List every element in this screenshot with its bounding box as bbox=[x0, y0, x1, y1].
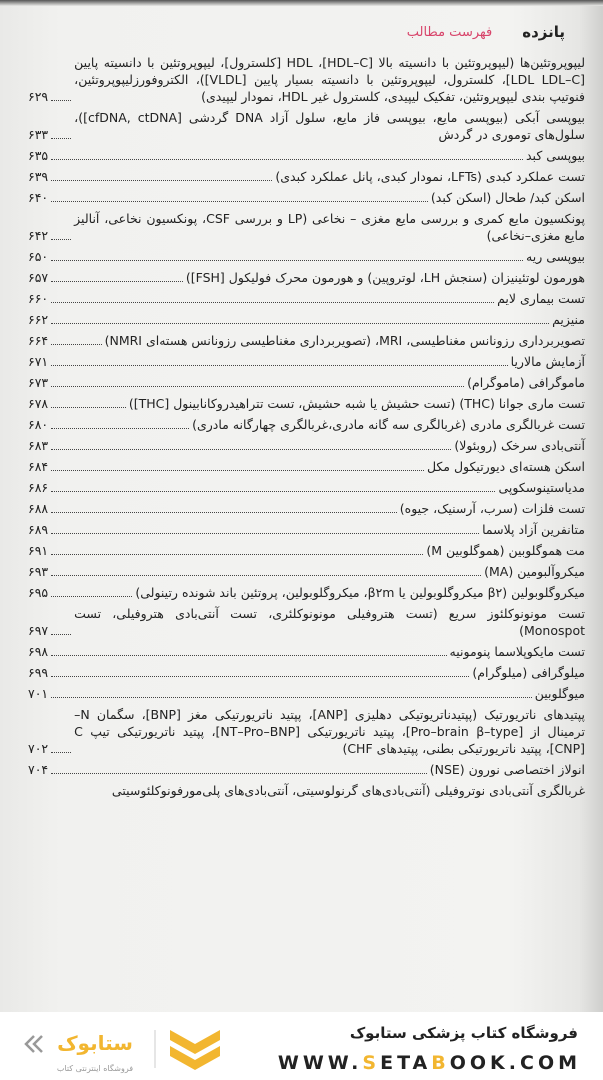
toc-entry-title: تست ماری جوانا (THC) (تست حشیش یا شبه حشیش، تست تتراهیدروکانابینول [THC]) bbox=[128, 396, 585, 411]
toc-entry bbox=[28, 685, 585, 702]
toc-entry bbox=[28, 269, 585, 286]
toc-entry-title: ماموگرافی (ماموگرام) bbox=[467, 375, 585, 390]
toc-entry-page: ۶۷۸ bbox=[28, 396, 49, 411]
toc-entry-page: ۶۹۹ bbox=[28, 665, 49, 680]
dot-leader bbox=[51, 575, 481, 576]
toc-entry-title: تست غربالگری مادری (غربالگری سه گانه مادری،غربالگری چهارگانه مادری) bbox=[192, 417, 585, 432]
dot-leader bbox=[51, 554, 423, 555]
toc-entry bbox=[28, 416, 585, 433]
toc-entry-page: ۶۲۹ bbox=[28, 89, 49, 104]
toc-entry-title: میلوگرافی (میلوگرام) bbox=[472, 665, 585, 680]
toc-entry-page: ۶۹۸ bbox=[28, 644, 49, 659]
toc-entry-page: ۷۰۴ bbox=[28, 762, 49, 777]
dot-leader bbox=[51, 407, 126, 408]
toc-entry bbox=[28, 210, 585, 244]
table-of-contents bbox=[28, 54, 585, 803]
toc-entry-title: تصویربرداری رزونانس مغناطیسی، MRI، (تصویربرداری مغناطیسی رزونانس هسته‌ای NMRI) bbox=[104, 333, 585, 348]
toc-entry bbox=[28, 664, 585, 681]
dot-leader bbox=[51, 138, 71, 139]
toc-entry bbox=[28, 311, 585, 328]
dot-leader bbox=[51, 239, 71, 240]
toc-entry-page: ۶۵۰ bbox=[28, 249, 49, 264]
toc-entry-page: ۶۵۷ bbox=[28, 270, 49, 285]
toc-entry bbox=[28, 437, 585, 454]
toc-entry bbox=[28, 54, 585, 105]
toc-entry-title: پپتیدهای ناتریورتیک (پپتیدناتریوتیکی دهلیزی [ANP]، پپتید ناتریورتیکی مغز [BNP]، سگمان N– ترمینال از [Pro–brain β–type]، پپتید ناتریورتیکی [NT–Pro–BNP]، پپتید ناتریورتیکی تیپ C [CNP]، پپتید ناتریورتیکی بطنی، پپتیدهای CHF) bbox=[74, 707, 586, 756]
toc-entry-title: آزمایش مالاریا bbox=[510, 354, 585, 369]
dot-leader bbox=[51, 512, 397, 513]
svg-text:فروشگاه اینترنتی کتاب: فروشگاه اینترنتی کتاب bbox=[56, 1064, 134, 1073]
toc-entry-title: اسکن هسته‌ای دیورتیکول مکل bbox=[426, 459, 585, 474]
toc-entry bbox=[28, 782, 585, 799]
url-part: OOK.COM bbox=[449, 1052, 581, 1074]
toc-entry-page: ۷۰۲ bbox=[28, 741, 49, 756]
toc-entry-page: ۶۹۵ bbox=[28, 585, 49, 600]
toc-entry-page: ۶۷۳ bbox=[28, 375, 49, 390]
store-url[interactable] bbox=[278, 1052, 581, 1074]
url-part: ETA bbox=[380, 1052, 432, 1074]
toc-entry-title: منیزیم bbox=[552, 312, 585, 327]
toc-entry-page: ۶۹۱ bbox=[28, 543, 49, 558]
toc-entry-title: غربالگری آنتی‌بادی نوتروفیلی (آنتی‌بادی‌های گرنولوسیتی، آنتی‌بادی‌های پلی‌مورفونوکلئوسیتی bbox=[111, 783, 585, 798]
dot-leader bbox=[51, 655, 446, 656]
toc-entry-page: ۶۶۰ bbox=[28, 291, 49, 306]
toc-entry-page: ۶۳۵ bbox=[28, 148, 49, 163]
toc-entry-title: هورمون لوتئینیزان (سنجش LH، لوتروپین) و هورمون محرک فولیکول [FSH]) bbox=[185, 270, 585, 285]
toc-entry-title: آنتی‌بادی سرخک (روبئولا) bbox=[454, 438, 585, 453]
toc-entry bbox=[28, 353, 585, 370]
toc-entry-page: ۶۶۲ bbox=[28, 312, 49, 327]
toc-entry-title: مت هموگلوبین (هموگلوبین M) bbox=[426, 543, 585, 558]
double-chevron-icon bbox=[26, 1036, 42, 1052]
page-number-word: پانزده bbox=[522, 23, 565, 41]
dot-leader bbox=[51, 773, 427, 774]
toc-entry-page: ۶۸۰ bbox=[28, 417, 49, 432]
toc-entry bbox=[28, 643, 585, 660]
toc-entry bbox=[28, 706, 585, 757]
toc-entry bbox=[28, 479, 585, 496]
toc-entry bbox=[28, 332, 585, 349]
store-name: فروشگاه کتاب پزشکی ستابوک bbox=[349, 1024, 578, 1042]
toc-entry-title: اسکن کبد/ طحال (اسکن کبد) bbox=[430, 190, 585, 205]
dot-leader bbox=[51, 697, 532, 698]
toc-entry-title: بیوپسی آبکی (بیوپسی مایع، بیوپسی فاز مایع، سلول آزاد DNA گردشی [cfDNA, ctDNA])، سلول‌های توموری در گردش bbox=[74, 110, 585, 142]
toc-entry-page: ۶۳۳ bbox=[28, 127, 49, 142]
url-part: B bbox=[431, 1052, 450, 1074]
toc-entry-page: ۶۴۲ bbox=[28, 228, 49, 243]
toc-entry-title: بیوپسی ریه bbox=[526, 249, 585, 264]
dot-leader bbox=[51, 201, 428, 202]
toc-entry bbox=[28, 521, 585, 538]
dot-leader bbox=[51, 491, 495, 492]
toc-entry bbox=[28, 248, 585, 265]
toc-entry-title: تست بیماری لایم bbox=[497, 291, 585, 306]
toc-entry-page: ۶۸۹ bbox=[28, 522, 49, 537]
toc-entry-page: ۶۶۴ bbox=[28, 333, 49, 348]
toc-entry-page: ۶۴۰ bbox=[28, 190, 49, 205]
store-footer bbox=[0, 1012, 603, 1080]
toc-entry-page: ۶۸۴ bbox=[28, 459, 49, 474]
dot-leader bbox=[51, 533, 479, 534]
toc-entry-page: ۶۳۹ bbox=[28, 169, 49, 184]
toc-entry bbox=[28, 584, 585, 601]
section-title: فهرست مطالب bbox=[406, 24, 493, 40]
setabook-logo bbox=[20, 1022, 240, 1076]
dot-leader bbox=[51, 470, 424, 471]
dot-leader bbox=[51, 323, 549, 324]
dot-leader bbox=[51, 449, 451, 450]
dot-leader bbox=[51, 386, 464, 387]
toc-entry bbox=[28, 109, 585, 143]
toc-entry-page: ۶۸۸ bbox=[28, 501, 49, 516]
page-edge-shadow bbox=[0, 0, 603, 6]
toc-entry bbox=[28, 290, 585, 307]
toc-entry bbox=[28, 563, 585, 580]
toc-entry bbox=[28, 761, 585, 778]
dot-leader bbox=[51, 676, 469, 677]
toc-entry-title: متانفرین آزاد پلاسما bbox=[482, 522, 585, 537]
chevron-logo-icon bbox=[170, 1030, 220, 1070]
toc-entry-page: ۶۸۳ bbox=[28, 438, 49, 453]
toc-entry bbox=[28, 189, 585, 206]
dot-leader bbox=[51, 281, 183, 282]
toc-entry bbox=[28, 374, 585, 391]
toc-entry-page: ۶۸۶ bbox=[28, 480, 49, 495]
toc-entry-page: ۶۹۳ bbox=[28, 564, 49, 579]
dot-leader bbox=[51, 365, 507, 366]
toc-entry-page: ۷۰۱ bbox=[28, 686, 49, 701]
toc-entry-title: تست عملکرد کبدی (LFTs، نمودار کبدی، پانل عملکرد کبدی) bbox=[275, 169, 585, 184]
toc-entry-title: تست مایکوپلاسما پنومونیه bbox=[449, 644, 585, 659]
toc-entry-page: ۶۹۷ bbox=[28, 623, 49, 638]
toc-entry-title: لیپوپروتئین‌ها (لیپوپروتئین با دانسیته بالا [HDL–C]، HDL [کلسترول]، لیپوپروتئین با دانسیته پایین [LDL LDL–C]، کلسترول، لیپوپروتئین با دانسیته بسیار پایین [VLDL])، الکتروفورزلیپوپروتئین، فنوتیپ بندی لیپوپروتئین، تفکیک لیپیدی، کلسترول غیر HDL، نمودار لیپیدی) bbox=[74, 55, 586, 104]
dot-leader bbox=[51, 752, 71, 753]
url-part: WWW. bbox=[277, 1052, 363, 1074]
dot-leader bbox=[51, 634, 71, 635]
toc-entry bbox=[28, 168, 585, 185]
dot-leader bbox=[51, 260, 523, 261]
dot-leader bbox=[51, 428, 189, 429]
url-part: S bbox=[362, 1052, 381, 1074]
toc-entry-title: انولاز اختصاصی نورون (NSE) bbox=[429, 762, 585, 777]
dot-leader bbox=[51, 596, 132, 597]
dot-leader bbox=[51, 180, 272, 181]
toc-entry-title: تست فلزات (سرب، آرسنیک، جیوه) bbox=[399, 501, 585, 516]
toc-entry bbox=[28, 500, 585, 517]
toc-entry-title: تست مونونوکلئوز سریع (تست هتروفیلی مونونوکلئری، تست آنتی‌بادی هتروفیلی، تست Monospot) bbox=[74, 606, 585, 638]
toc-entry-title: بیوپسی کبد bbox=[525, 148, 585, 163]
toc-entry-title: میکروآلبومین (MA) bbox=[484, 564, 585, 579]
svg-text:ستابوک: ستابوک bbox=[57, 1031, 133, 1055]
toc-entry bbox=[28, 542, 585, 559]
toc-entry-title: پونکسیون مایع کمری و بررسی مایع مغزی – نخاعی (LP و بررسی CSF، پونکسیون نخاعی، آنالیز مایع مغزی–نخاعی) bbox=[74, 211, 585, 243]
dot-leader bbox=[51, 344, 101, 345]
toc-entry bbox=[28, 458, 585, 475]
page-header bbox=[38, 20, 565, 44]
toc-entry-title: میوگلوبین bbox=[534, 686, 585, 701]
toc-entry-title: میکروگلوبولین (β۲ میکروگلوبولین یا β۲m، میکروگلوبولین، پروتئین باند شونده رتینولی) bbox=[135, 585, 585, 600]
dot-leader bbox=[51, 302, 494, 303]
toc-entry-page: ۶۷۱ bbox=[28, 354, 49, 369]
toc-entry-title: مدیاستینوسکوپی bbox=[498, 480, 585, 495]
toc-entry bbox=[28, 395, 585, 412]
toc-entry bbox=[28, 605, 585, 639]
toc-entry bbox=[28, 147, 585, 164]
dot-leader bbox=[51, 159, 523, 160]
dot-leader bbox=[51, 100, 71, 101]
